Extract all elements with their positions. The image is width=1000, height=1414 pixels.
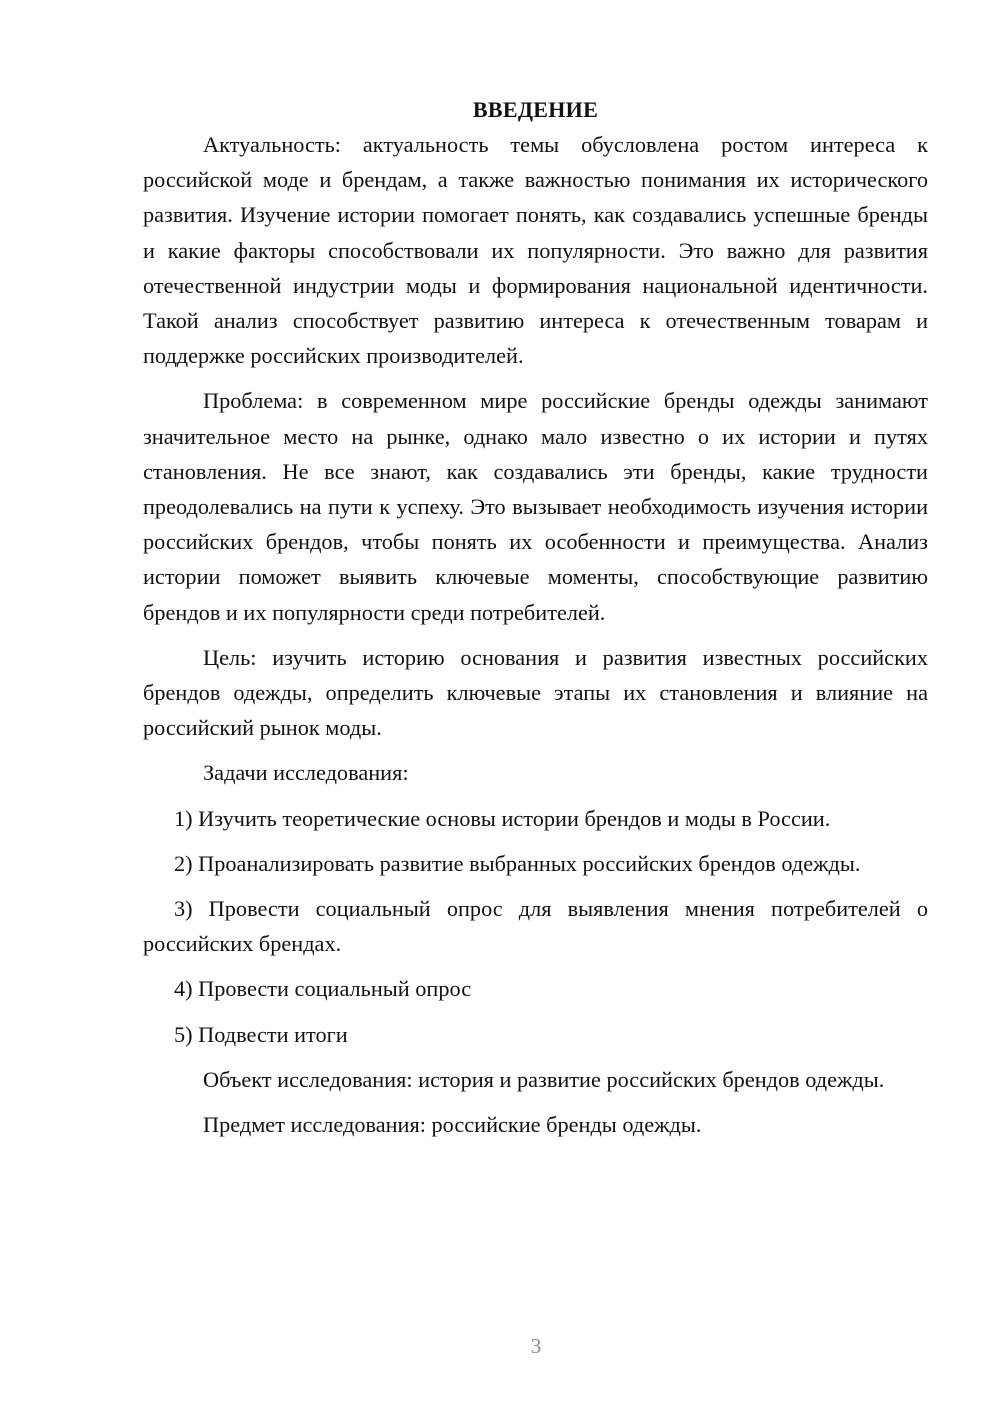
task-item-5: 5) Подвести итоги <box>174 1021 348 1047</box>
task-item-2: 2) Проанализировать развитие выбранных российских брендов одежды. <box>174 850 861 876</box>
task-item-4: 4) Провести социальный опрос <box>174 976 472 1002</box>
paragraph-goal: Цель: изучить историю основания и развития известных российских брендов одежды, определить ключевые этапы их становления и влияние на российский рынок моды. <box>143 644 928 741</box>
paragraph-relevance: Актуальность: актуальность темы обусловлена ростом интереса к российской моде и брендам, а также важностью понимания их исторического развития. Изучение истории помогает понять, как создавались успешные бренды и какие факторы способствовали их популярности. Это важно для развития отечественной индустрии моды и формирования национальной идентичности. Такой анализ способствует развитию интереса к отечественным товарам и поддержке российских производителей. <box>143 132 928 369</box>
tasks-heading: Задачи исследования: <box>203 760 409 786</box>
document-page <box>143 92 928 1142</box>
task-item-3: 3) Провести социальный опрос для выявления мнения потребителей о российских брендах. <box>143 896 928 957</box>
paragraph-problem: Проблема: в современном мире российские бренды одежды занимают значительное место на рынке, однако мало известно о их истории и путях становления. Не все знают, как создавались эти бренды, какие трудности преодолевались на пути к успеху. Это вызывает необходимость изучения истории российских брендов, чтобы понять их особенности и преимущества. Анализ истории поможет выявить ключевые моменты, способствующие развитию брендов и их популярности среди потребителей. <box>143 388 928 625</box>
paragraph-object: Объект исследования: история и развитие российских брендов одежды. <box>203 1066 885 1092</box>
page-number: 3 <box>530 1334 542 1358</box>
paragraph-subject: Предмет исследования: российские бренды одежды. <box>203 1112 702 1138</box>
task-item-1: 1) Изучить теоретические основы истории брендов и моды в России. <box>174 805 831 831</box>
page-title: ВВЕДЕНИЕ <box>472 97 599 122</box>
